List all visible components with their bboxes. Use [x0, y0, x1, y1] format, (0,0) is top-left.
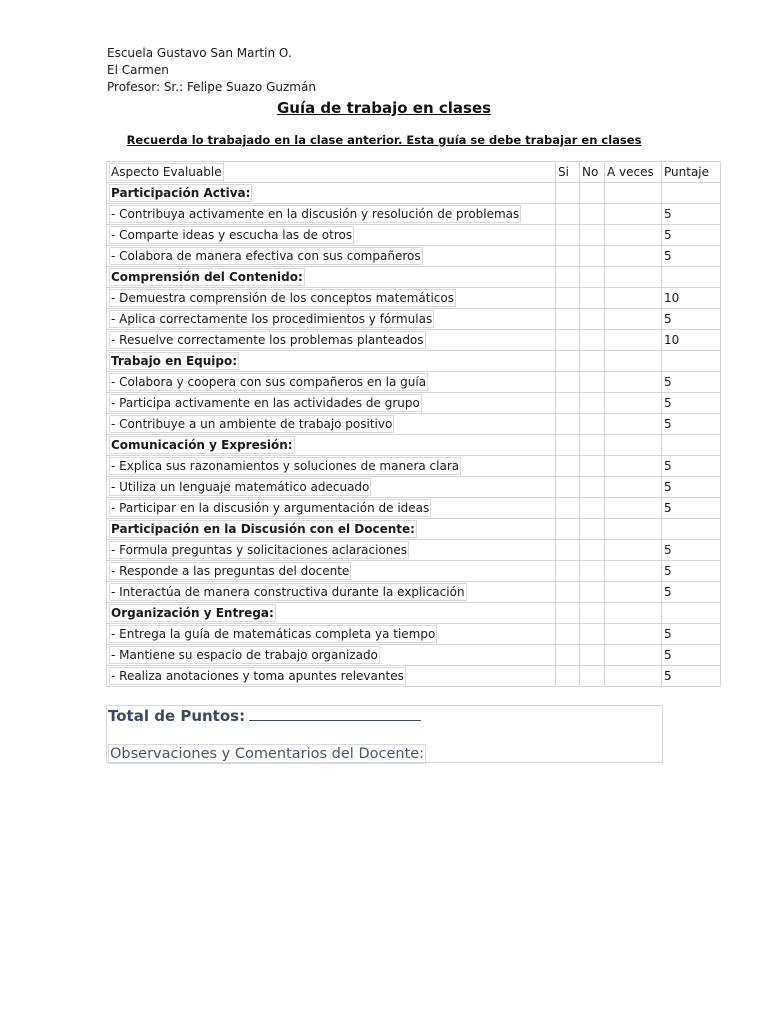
document-subtitle: Recuerda lo trabajado en la clase anterior. Esta guía se debe trabajar en clases: [126, 133, 642, 147]
si-cell: [556, 540, 580, 561]
table-row: [107, 330, 721, 351]
si-cell: [556, 204, 580, 225]
aspect-cell: - Entrega la guía de matemáticas completa ya tiempo: [107, 624, 556, 645]
score-cell: 5: [662, 645, 721, 666]
no-cell: [580, 225, 605, 246]
header-puntaje: Puntaje: [662, 162, 721, 183]
si-cell: [556, 456, 580, 477]
no-cell: [580, 624, 605, 645]
section-title: Organización y Entrega:: [107, 603, 556, 624]
a-veces-cell: [605, 183, 662, 204]
aspect-cell: - Aplica correctamente los procedimientos y fórmulas: [107, 309, 556, 330]
a-veces-cell: [605, 561, 662, 582]
si-cell: [556, 225, 580, 246]
score-cell: 10: [662, 288, 721, 309]
a-veces-cell: [605, 540, 662, 561]
score-cell: 5: [662, 498, 721, 519]
no-cell: [580, 582, 605, 603]
no-cell: [580, 246, 605, 267]
si-cell: [556, 414, 580, 435]
score-cell: [662, 435, 721, 456]
score-cell: [662, 183, 721, 204]
si-cell: [556, 624, 580, 645]
score-cell: 5: [662, 624, 721, 645]
observations-label: Observaciones y Comentarios del Docente:: [110, 746, 425, 762]
si-cell: [556, 645, 580, 666]
aspect-cell: - Realiza anotaciones y toma apuntes relevantes: [107, 666, 556, 687]
score-cell: 5: [662, 372, 721, 393]
a-veces-cell: [605, 624, 662, 645]
si-cell: [556, 288, 580, 309]
score-cell: 5: [662, 246, 721, 267]
table-row: [107, 561, 721, 582]
table-row: [107, 372, 721, 393]
a-veces-cell: [605, 666, 662, 687]
score-cell: 5: [662, 477, 721, 498]
si-cell: [556, 519, 580, 540]
score-cell: [662, 267, 721, 288]
si-cell: [556, 267, 580, 288]
si-cell: [556, 183, 580, 204]
aspect-cell: - Contribuye a un ambiente de trabajo positivo: [107, 414, 556, 435]
evaluation-table-body: [107, 162, 721, 687]
table-row: [107, 624, 721, 645]
table-row: [107, 414, 721, 435]
no-cell: [580, 477, 605, 498]
no-cell: [580, 414, 605, 435]
a-veces-cell: [605, 477, 662, 498]
table-header-row: [107, 162, 721, 183]
section-row: [107, 603, 721, 624]
score-cell: 5: [662, 582, 721, 603]
a-veces-cell: [605, 519, 662, 540]
a-veces-cell: [605, 372, 662, 393]
section-row: [107, 519, 721, 540]
table-row: [107, 204, 721, 225]
header-no: No: [580, 162, 605, 183]
a-veces-cell: [605, 582, 662, 603]
a-veces-cell: [605, 246, 662, 267]
no-cell: [580, 372, 605, 393]
no-cell: [580, 309, 605, 330]
section-row: [107, 351, 721, 372]
table-row: [107, 456, 721, 477]
no-cell: [580, 561, 605, 582]
a-veces-cell: [605, 435, 662, 456]
header-aspect: Aspecto Evaluable: [107, 162, 556, 183]
score-cell: [662, 519, 721, 540]
score-cell: 5: [662, 666, 721, 687]
no-cell: [580, 540, 605, 561]
table-row: [107, 477, 721, 498]
si-cell: [556, 477, 580, 498]
total-points-blank[interactable]: [249, 706, 421, 721]
score-cell: 5: [662, 540, 721, 561]
section-title: Comunicación y Expresión:: [107, 435, 556, 456]
aspect-cell: - Participa activamente en las actividades de grupo: [107, 393, 556, 414]
section-row: [107, 267, 721, 288]
no-cell: [580, 519, 605, 540]
score-cell: 5: [662, 309, 721, 330]
section-title: Trabajo en Equipo:: [107, 351, 556, 372]
table-row: [107, 393, 721, 414]
si-cell: [556, 246, 580, 267]
table-row: [107, 498, 721, 519]
a-veces-cell: [605, 288, 662, 309]
score-cell: 5: [662, 561, 721, 582]
school-location: El Carmen: [107, 63, 169, 77]
table-row: [107, 666, 721, 687]
total-points-line: [108, 706, 421, 726]
no-cell: [580, 288, 605, 309]
aspect-cell: - Formula preguntas y solicitaciones aclaraciones: [107, 540, 556, 561]
section-title: Participación Activa:: [107, 183, 556, 204]
aspect-cell: - Contribuya activamente en la discusión y resolución de problemas: [107, 204, 556, 225]
score-cell: 10: [662, 330, 721, 351]
header-si: Si: [556, 162, 580, 183]
a-veces-cell: [605, 498, 662, 519]
aspect-cell: - Mantiene su espacio de trabajo organizado: [107, 645, 556, 666]
no-cell: [580, 393, 605, 414]
section-row: [107, 183, 721, 204]
no-cell: [580, 435, 605, 456]
table-row: [107, 540, 721, 561]
table-row: [107, 288, 721, 309]
no-cell: [580, 204, 605, 225]
si-cell: [556, 498, 580, 519]
section-row: [107, 435, 721, 456]
aspect-cell: - Colabora y coopera con sus compañeros en la guía: [107, 372, 556, 393]
no-cell: [580, 666, 605, 687]
table-row: [107, 645, 721, 666]
no-cell: [580, 645, 605, 666]
document-header: [107, 45, 316, 96]
no-cell: [580, 183, 605, 204]
a-veces-cell: [605, 456, 662, 477]
aspect-cell: - Comparte ideas y escucha las de otros: [107, 225, 556, 246]
no-cell: [580, 603, 605, 624]
a-veces-cell: [605, 645, 662, 666]
score-cell: [662, 351, 721, 372]
section-title: Participación en la Discusión con el Docente:: [107, 519, 556, 540]
si-cell: [556, 372, 580, 393]
no-cell: [580, 351, 605, 372]
table-row: [107, 246, 721, 267]
aspect-cell: - Responde a las preguntas del docente: [107, 561, 556, 582]
section-title: Comprensión del Contenido:: [107, 267, 556, 288]
aspect-cell: - Explica sus razonamientos y soluciones de manera clara: [107, 456, 556, 477]
document-title: Guía de trabajo en clases: [276, 99, 492, 117]
header-a-veces: A veces: [605, 162, 662, 183]
si-cell: [556, 666, 580, 687]
score-cell: 5: [662, 456, 721, 477]
score-cell: 5: [662, 204, 721, 225]
si-cell: [556, 351, 580, 372]
teacher-name: Profesor: Sr.: Felipe Suazo Guzmán: [107, 80, 316, 94]
aspect-cell: - Utiliza un lenguaje matemático adecuado: [107, 477, 556, 498]
score-cell: [662, 603, 721, 624]
a-veces-cell: [605, 414, 662, 435]
table-row: [107, 582, 721, 603]
a-veces-cell: [605, 603, 662, 624]
aspect-cell: - Interactúa de manera constructiva durante la explicación: [107, 582, 556, 603]
no-cell: [580, 267, 605, 288]
total-points-label: Total de Puntos:: [108, 707, 246, 725]
si-cell: [556, 393, 580, 414]
score-cell: 5: [662, 414, 721, 435]
a-veces-cell: [605, 351, 662, 372]
no-cell: [580, 498, 605, 519]
si-cell: [556, 582, 580, 603]
score-cell: 5: [662, 225, 721, 246]
si-cell: [556, 330, 580, 351]
a-veces-cell: [605, 309, 662, 330]
totals-section: [106, 705, 663, 763]
si-cell: [556, 561, 580, 582]
table-row: [107, 309, 721, 330]
evaluation-table: [106, 161, 721, 687]
si-cell: [556, 309, 580, 330]
aspect-cell: - Demuestra comprensión de los conceptos matemáticos: [107, 288, 556, 309]
no-cell: [580, 456, 605, 477]
aspect-cell: - Participar en la discusión y argumentación de ideas: [107, 498, 556, 519]
aspect-cell: - Colabora de manera efectiva con sus compañeros: [107, 246, 556, 267]
score-cell: 5: [662, 393, 721, 414]
school-name: Escuela Gustavo San Martin O.: [107, 46, 292, 60]
a-veces-cell: [605, 267, 662, 288]
a-veces-cell: [605, 330, 662, 351]
no-cell: [580, 330, 605, 351]
si-cell: [556, 435, 580, 456]
a-veces-cell: [605, 204, 662, 225]
a-veces-cell: [605, 393, 662, 414]
si-cell: [556, 603, 580, 624]
table-row: [107, 225, 721, 246]
aspect-cell: - Resuelve correctamente los problemas planteados: [107, 330, 556, 351]
a-veces-cell: [605, 225, 662, 246]
